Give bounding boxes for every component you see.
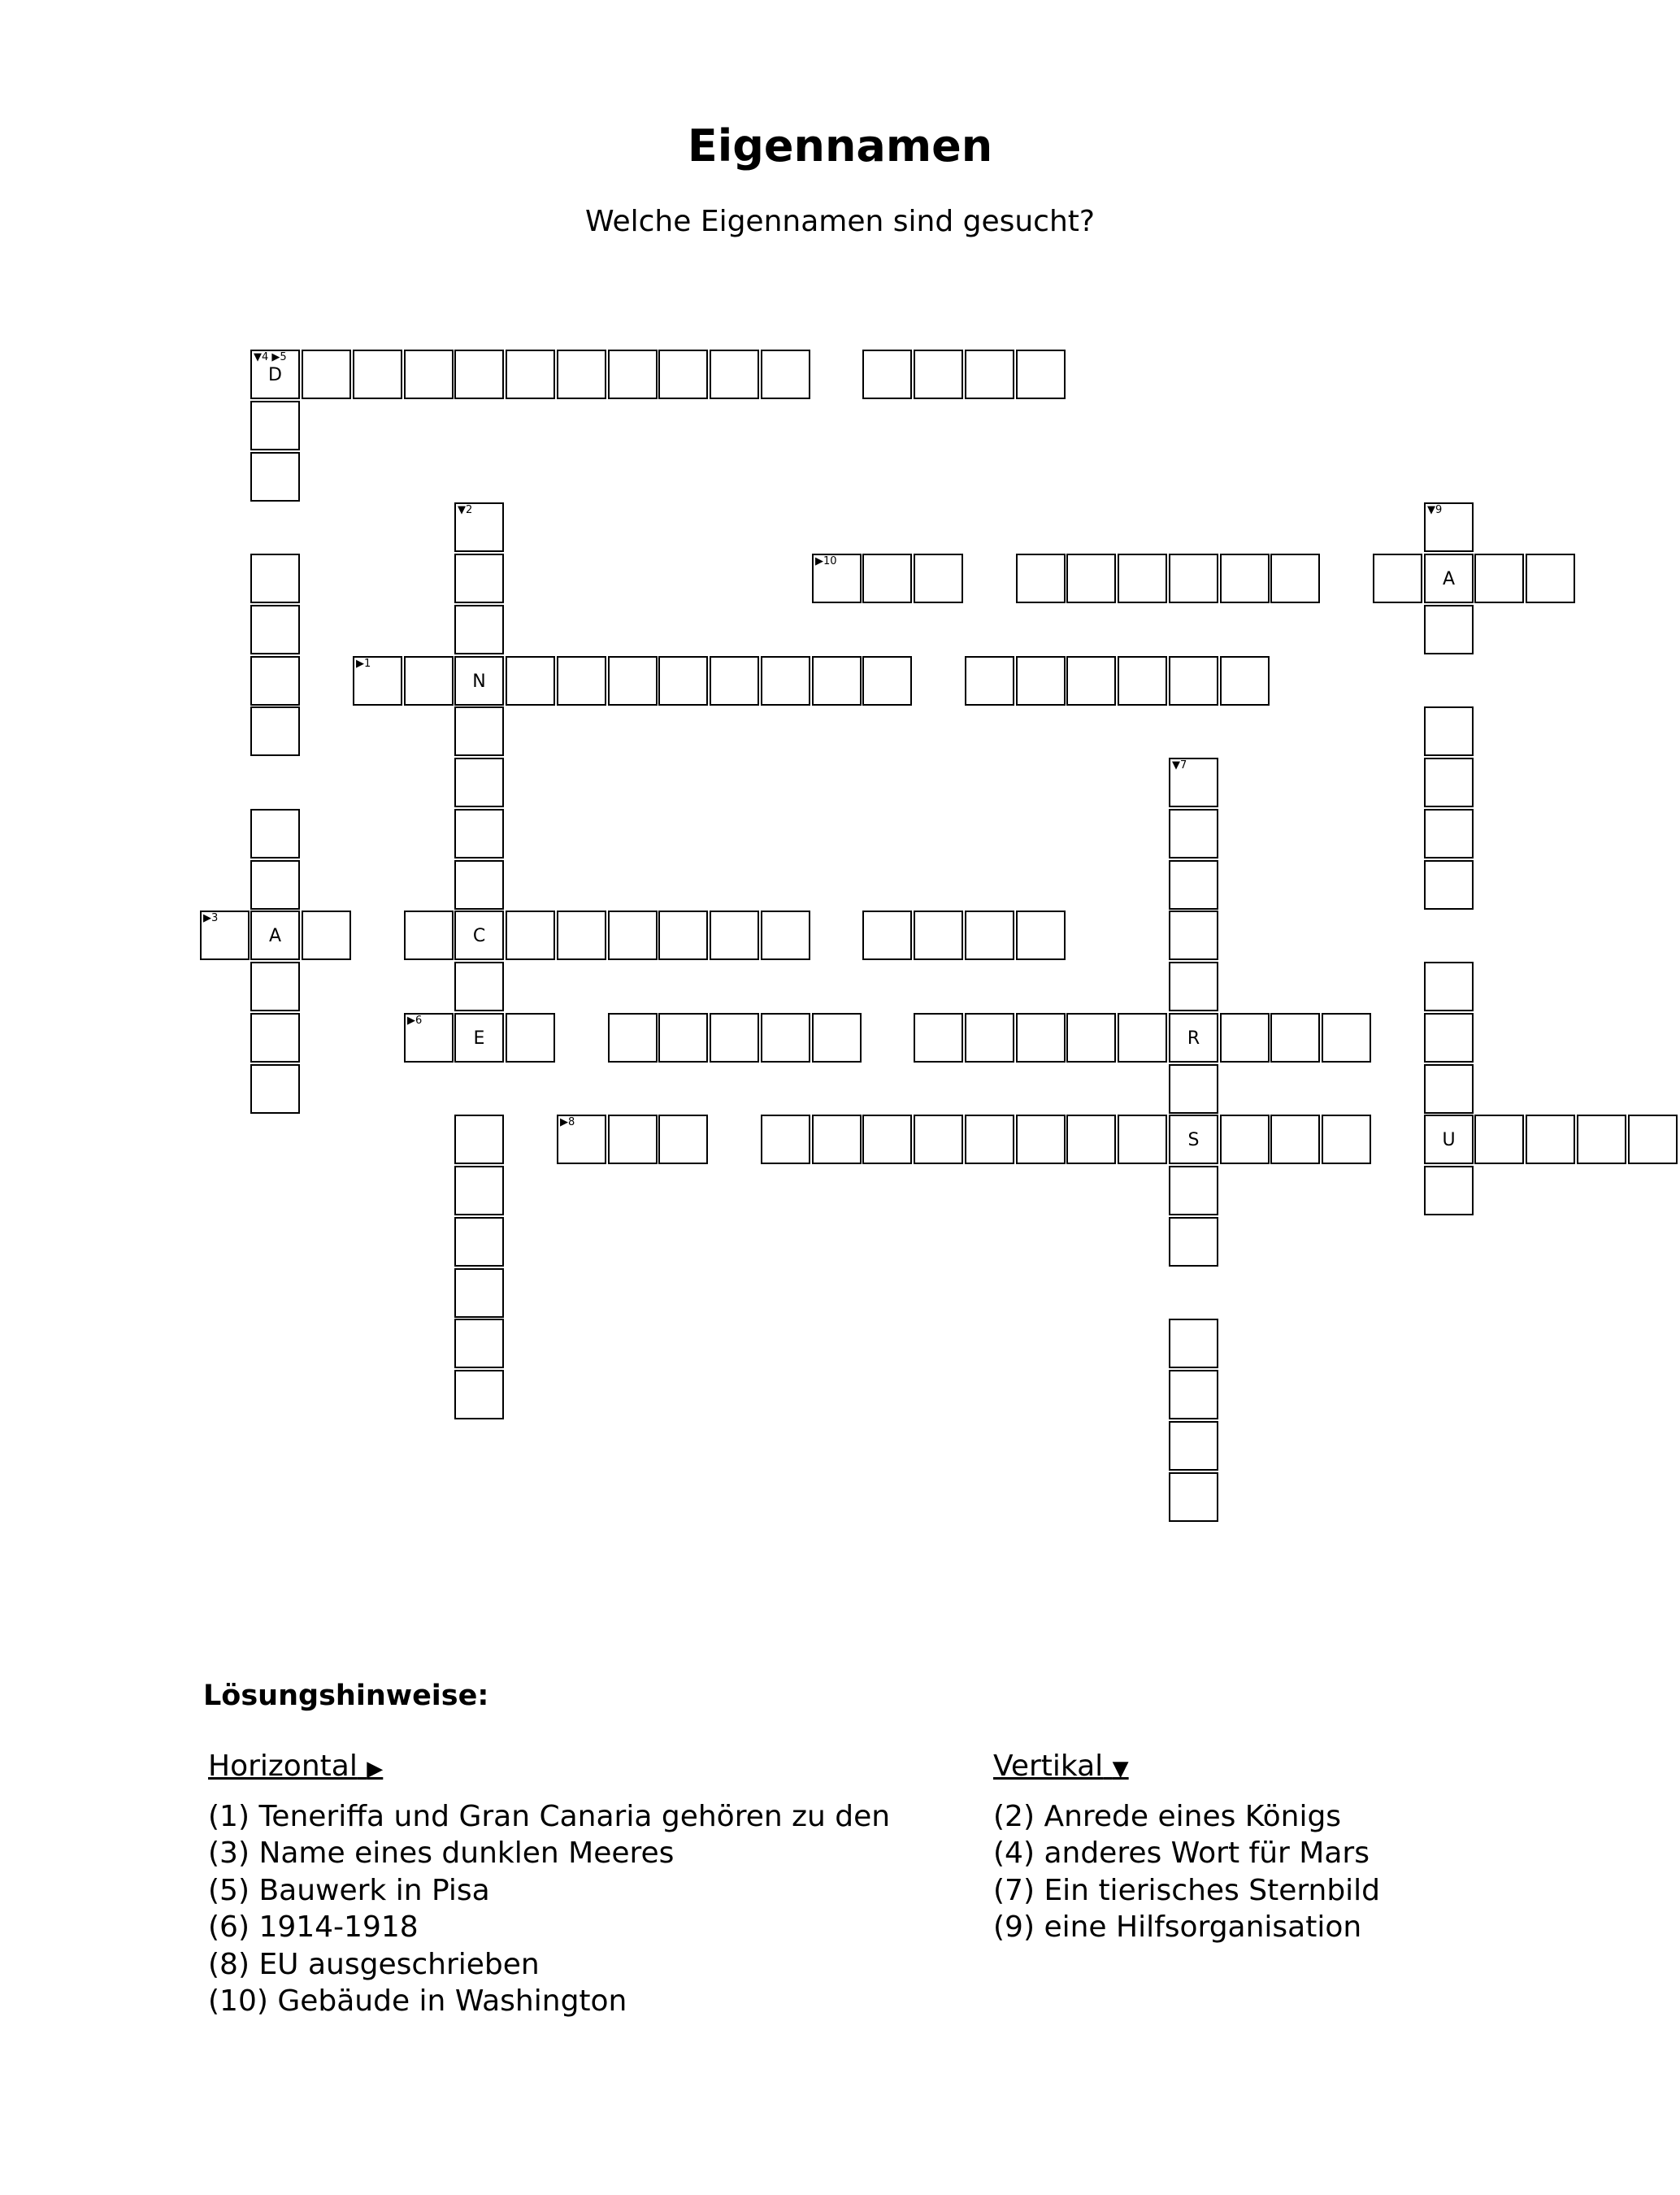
crossword-cell[interactable] (1577, 1115, 1626, 1164)
crossword-cell[interactable] (250, 1064, 300, 1114)
crossword-cell[interactable] (1270, 554, 1320, 603)
clue-number: ▶6 (407, 1015, 423, 1027)
crossword-cell[interactable] (1169, 911, 1218, 960)
crossword-cell[interactable] (1424, 502, 1474, 552)
crossword-cell[interactable] (1424, 1166, 1474, 1215)
crossword-cell[interactable] (965, 1115, 1014, 1164)
crossword-cell[interactable] (812, 656, 862, 706)
vertical-heading-label: Vertikal (993, 1749, 1104, 1783)
crossword-cell[interactable] (250, 860, 300, 910)
crossword-cell[interactable] (1169, 1217, 1218, 1267)
crossword-cell[interactable] (250, 350, 300, 399)
crossword-cell[interactable] (1526, 1115, 1575, 1164)
crossword-cell[interactable] (862, 656, 912, 706)
crossword-cell[interactable] (1424, 962, 1474, 1011)
crossword-cell[interactable] (454, 1013, 504, 1063)
crossword-cell[interactable] (1169, 1370, 1218, 1419)
crossword-cell[interactable] (1424, 809, 1474, 858)
clue-number: ▶3 (203, 912, 219, 924)
crossword-cell[interactable] (302, 911, 351, 960)
crossword-cell[interactable] (1169, 809, 1218, 858)
crossword-cell[interactable] (1066, 1115, 1116, 1164)
crossword-cell[interactable] (862, 911, 912, 960)
crossword-cell[interactable] (1118, 554, 1167, 603)
crossword-cell[interactable] (1016, 911, 1066, 960)
crossword-cell[interactable] (353, 350, 402, 399)
crossword-cell[interactable] (761, 1115, 810, 1164)
crossword-cell[interactable] (1016, 554, 1066, 603)
given-letter: S (1187, 1130, 1200, 1150)
clue-number: ▼9 (1427, 504, 1443, 516)
crossword-cell[interactable] (608, 1115, 658, 1164)
crossword-cell[interactable] (557, 1115, 606, 1164)
crossword-cell[interactable] (454, 1115, 504, 1164)
crossword-cell[interactable] (1628, 1115, 1678, 1164)
crossword-cell[interactable] (506, 656, 555, 706)
clue-horizontal: (10) Gebäude in Washington (208, 1984, 627, 2018)
crossword-cell[interactable] (608, 656, 658, 706)
crossword-cell[interactable] (710, 350, 759, 399)
crossword-cell[interactable] (1424, 1064, 1474, 1114)
crossword-cell[interactable] (862, 1115, 912, 1164)
crossword-cell[interactable] (658, 1115, 708, 1164)
crossword-cell[interactable] (1169, 1166, 1218, 1215)
crossword-cell[interactable] (1169, 1421, 1218, 1471)
crossword-cell[interactable] (1526, 554, 1575, 603)
crossword-cell[interactable] (557, 911, 606, 960)
crossword-cell[interactable] (1270, 1013, 1320, 1063)
crossword-cell[interactable] (250, 401, 300, 450)
crossword-cell[interactable] (965, 656, 1014, 706)
clue-vertical: (9) eine Hilfsorganisation (993, 1910, 1362, 1944)
crossword-cell[interactable] (1169, 1064, 1218, 1114)
crossword-cell[interactable] (404, 656, 454, 706)
page-subtitle: Welche Eigennamen sind gesucht? (584, 205, 1096, 238)
crossword-cell[interactable] (914, 1013, 963, 1063)
arrow-down-icon: ▼ (1112, 1757, 1129, 1781)
crossword-cell[interactable] (404, 1013, 454, 1063)
crossword-cell[interactable] (250, 706, 300, 756)
crossword-cell[interactable] (454, 962, 504, 1011)
crossword-cell[interactable] (506, 350, 555, 399)
crossword-cell[interactable] (454, 809, 504, 858)
crossword-cell[interactable] (658, 1013, 708, 1063)
vertical-clues (993, 1748, 1380, 1946)
crossword-cell[interactable] (454, 605, 504, 654)
given-letter: R (1187, 1028, 1200, 1049)
clue-horizontal: (3) Name eines dunklen Meeres (208, 1836, 675, 1870)
crossword-cell[interactable] (1066, 554, 1116, 603)
clue-horizontal: (1) Teneriffa und Gran Canaria gehören zu den (208, 1799, 891, 1833)
crossword-cell[interactable] (1016, 1115, 1066, 1164)
crossword-cell[interactable] (454, 1166, 504, 1215)
crossword-cell[interactable] (1066, 1013, 1116, 1063)
crossword-cell[interactable] (1322, 1013, 1371, 1063)
given-letter: N (472, 672, 486, 692)
crossword-cell[interactable] (1424, 1013, 1474, 1063)
clue-number: ▶8 (560, 1116, 575, 1128)
arrow-right-icon: ▶ (367, 1757, 384, 1781)
crossword-cell[interactable] (1424, 605, 1474, 654)
crossword-cell[interactable] (965, 1013, 1014, 1063)
crossword-cell[interactable] (1016, 656, 1066, 706)
crossword-cell[interactable] (1373, 554, 1422, 603)
crossword-cell[interactable] (1424, 860, 1474, 910)
clue-vertical: (2) Anrede eines Königs (993, 1799, 1342, 1833)
crossword-cell[interactable] (250, 911, 300, 960)
crossword-cell[interactable] (658, 656, 708, 706)
crossword-cell[interactable] (557, 350, 606, 399)
crossword-cell[interactable] (454, 656, 504, 706)
crossword-cell[interactable] (1220, 1013, 1270, 1063)
crossword-cell[interactable] (1169, 758, 1218, 807)
crossword-cell[interactable] (1169, 1013, 1218, 1063)
crossword-cell[interactable] (710, 656, 759, 706)
crossword-cell[interactable] (1169, 1115, 1218, 1164)
crossword-cell[interactable] (1169, 656, 1218, 706)
crossword-cell[interactable] (454, 1268, 504, 1318)
crossword-cell[interactable] (862, 554, 912, 603)
given-letter: E (473, 1028, 485, 1049)
clue-number: ▶10 (815, 555, 837, 567)
crossword-cell[interactable] (454, 554, 504, 603)
crossword-cell[interactable] (1424, 554, 1474, 603)
crossword-cell[interactable] (250, 452, 300, 502)
crossword-cell[interactable] (1220, 554, 1270, 603)
crossword-cell[interactable] (454, 1370, 504, 1419)
crossword-cell[interactable] (1474, 554, 1524, 603)
crossword-cell[interactable] (1424, 1115, 1474, 1164)
crossword-cell[interactable] (965, 911, 1014, 960)
crossword-cell[interactable] (1118, 1013, 1167, 1063)
crossword-cell[interactable] (1424, 706, 1474, 756)
crossword-cell[interactable] (1322, 1115, 1371, 1164)
crossword-cell[interactable] (1169, 1319, 1218, 1368)
crossword-cell[interactable] (862, 350, 912, 399)
crossword-cell[interactable] (250, 962, 300, 1011)
crossword-cell[interactable] (250, 656, 300, 706)
clue-horizontal: (5) Bauwerk in Pisa (208, 1873, 490, 1907)
crossword-cell[interactable] (302, 350, 351, 399)
crossword-cell[interactable] (1169, 554, 1218, 603)
clue-horizontal: (8) EU ausgeschrieben (208, 1947, 540, 1981)
crossword-cell[interactable] (1118, 656, 1167, 706)
crossword-cell[interactable] (914, 911, 963, 960)
crossword-cell[interactable] (761, 656, 810, 706)
crossword-cell[interactable] (658, 911, 708, 960)
crossword-cell[interactable] (1220, 1115, 1270, 1164)
given-letter: A (268, 926, 282, 946)
crossword-cell[interactable] (812, 1115, 862, 1164)
vertical-heading (993, 1748, 1380, 1789)
clue-horizontal: (6) 1914-1918 (208, 1910, 419, 1944)
given-letter: A (1442, 569, 1456, 589)
crossword-cell[interactable] (761, 350, 810, 399)
horizontal-clues (208, 1748, 890, 2020)
crossword-cell[interactable] (404, 350, 454, 399)
crossword-cell[interactable] (1169, 860, 1218, 910)
crossword-cell[interactable] (1118, 1115, 1167, 1164)
page-title: Eigennamen (687, 120, 993, 172)
crossword-cell[interactable] (454, 502, 504, 552)
crossword-cell[interactable] (404, 911, 454, 960)
crossword-cell[interactable] (914, 554, 963, 603)
crossword-cell[interactable] (608, 1013, 658, 1063)
crossword-cell[interactable] (1474, 1115, 1524, 1164)
crossword-cell[interactable] (1169, 962, 1218, 1011)
crossword-cell[interactable] (608, 911, 658, 960)
hints-title: Lösungshinweise: (203, 1680, 489, 1712)
crossword-cell[interactable] (1424, 758, 1474, 807)
crossword-cell[interactable] (454, 758, 504, 807)
crossword-cell[interactable] (557, 656, 606, 706)
crossword-cell[interactable] (250, 554, 300, 603)
crossword-cell[interactable] (812, 1013, 862, 1063)
crossword-cell[interactable] (914, 350, 963, 399)
crossword-cell[interactable] (250, 809, 300, 858)
crossword-cell[interactable] (454, 350, 504, 399)
given-letter: C (472, 926, 486, 946)
clue-number: ▼4 ▶5 (254, 351, 287, 363)
crossword-cell[interactable] (454, 706, 504, 756)
crossword-cell[interactable] (812, 554, 862, 603)
crossword-cell[interactable] (710, 911, 759, 960)
crossword-cell[interactable] (914, 1115, 963, 1164)
crossword-cell[interactable] (1016, 1013, 1066, 1063)
crossword-cell[interactable] (1169, 1472, 1218, 1522)
clue-number: ▼7 (1172, 759, 1187, 772)
crossword-cell[interactable] (200, 911, 250, 960)
crossword-cell[interactable] (761, 911, 810, 960)
crossword-cell[interactable] (710, 1013, 759, 1063)
horizontal-heading (208, 1748, 890, 1789)
clue-vertical: (7) Ein tierisches Sternbild (993, 1873, 1381, 1907)
clue-number: ▶1 (356, 658, 371, 670)
crossword-cell[interactable] (454, 860, 504, 910)
crossword-cell[interactable] (658, 350, 708, 399)
crossword-cell[interactable] (1016, 350, 1066, 399)
horizontal-heading-label: Horizontal (208, 1749, 358, 1783)
crossword-cell[interactable] (250, 605, 300, 654)
crossword-cell[interactable] (454, 1217, 504, 1267)
crossword-cell[interactable] (454, 911, 504, 960)
clue-vertical: (4) anderes Wort für Mars (993, 1836, 1370, 1870)
given-letter: D (268, 365, 282, 385)
crossword-cell[interactable] (1220, 656, 1270, 706)
crossword-cell[interactable] (965, 350, 1014, 399)
crossword-cell[interactable] (506, 911, 555, 960)
crossword-cell[interactable] (454, 1319, 504, 1368)
crossword-cell[interactable] (1270, 1115, 1320, 1164)
crossword-cell[interactable] (761, 1013, 810, 1063)
crossword-cell[interactable] (1066, 656, 1116, 706)
crossword-cell[interactable] (353, 656, 402, 706)
crossword-cell[interactable] (250, 1013, 300, 1063)
clue-number: ▼2 (458, 504, 473, 516)
crossword-cell[interactable] (506, 1013, 555, 1063)
given-letter: U (1442, 1130, 1456, 1150)
crossword-cell[interactable] (608, 350, 658, 399)
